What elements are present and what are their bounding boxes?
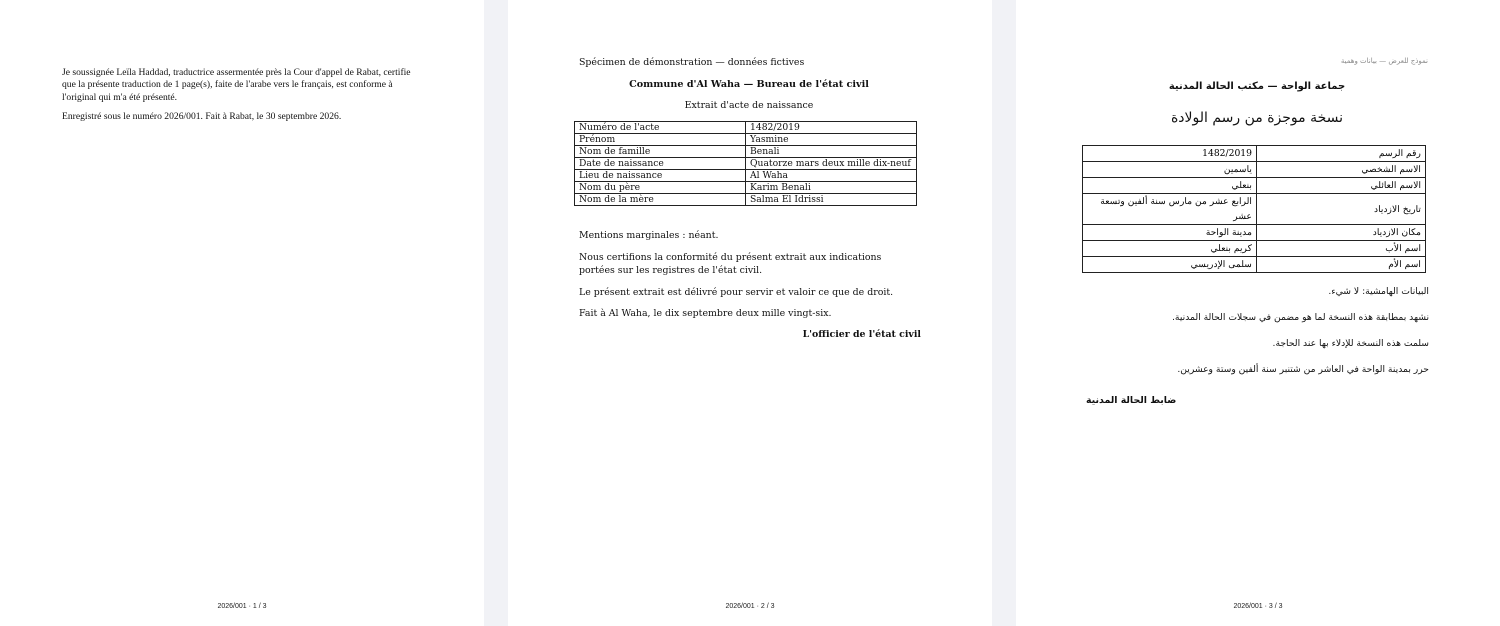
row-value: سلمى الإدريسي	[1083, 257, 1257, 273]
office-heading: جماعة الواحة — مكتب الحالة المدنية	[1168, 81, 1346, 92]
row-label: Nom du père	[575, 182, 746, 194]
table-row	[575, 158, 917, 170]
purpose-statement: Le présent extrait est délivré pour servir et valoir ce que de droit.	[579, 286, 894, 298]
row-value: 1482/2019	[1083, 146, 1257, 162]
document-body	[579, 229, 919, 329]
signature-line: L'officier de l'état civil	[802, 329, 921, 340]
table-row	[575, 146, 917, 158]
signature-line: ضابط الحالة المدنية	[1086, 395, 1177, 406]
row-label: Date de naissance	[575, 158, 746, 170]
row-value: Yasmine	[746, 134, 917, 146]
purpose-statement: سلمت هذه النسخة للإدلاء بها عند الحاجة.	[1272, 338, 1429, 349]
table-row	[575, 182, 917, 194]
row-label: Prénom	[575, 134, 746, 146]
document-title: نسخة موجزة من رسم الولادة	[1170, 110, 1344, 126]
row-value: Salma El Idrissi	[746, 194, 917, 206]
row-value: مدينة الواحة	[1083, 225, 1257, 241]
marginal-mentions: Mentions marginales : néant.	[579, 230, 719, 241]
page-3	[1016, 0, 1500, 626]
place-date-statement: حرر بمدينة الواحة في العاشر من شتنبر سنة ألفين وستة وعشرين.	[1177, 364, 1429, 375]
conformity-statement: Nous certifions la conformité du présent extrait aux indications portées sur les registres de l'état civil.	[579, 251, 882, 276]
row-label: Nom de famille	[575, 146, 746, 158]
row-label: اسم الأم	[1257, 257, 1426, 273]
row-label: Nom de la mère	[575, 194, 746, 206]
row-label: Lieu de naissance	[575, 170, 746, 182]
row-label: Numéro de l'acte	[575, 122, 746, 134]
document-title: Extrait d'acte de naissance	[684, 100, 814, 111]
page-1	[0, 0, 484, 626]
table-row	[575, 170, 917, 182]
table-row	[1083, 146, 1426, 162]
document-body	[1089, 286, 1429, 390]
table-row	[575, 134, 917, 146]
row-value: ياسمين	[1083, 162, 1257, 178]
page-footer: 2026/001 · 2 / 3	[725, 603, 775, 610]
row-value: كريم بنعلي	[1083, 241, 1257, 257]
table-row	[1083, 178, 1426, 194]
office-heading: Commune d'Al Waha — Bureau de l'état civil	[629, 79, 869, 90]
row-label: رقم الرسم	[1257, 146, 1426, 162]
specimen-notice: نموذج للعرض — بيانات وهمية	[1340, 57, 1428, 65]
page-footer: 2026/001 · 1 / 3	[217, 603, 267, 610]
row-value: 1482/2019	[746, 122, 917, 134]
place-date-statement: Fait à Al Waha, le dix septembre deux mille vingt-six.	[579, 308, 832, 319]
row-value: بنعلي	[1083, 178, 1257, 194]
row-label: اسم الأب	[1257, 241, 1426, 257]
table-row	[575, 194, 917, 206]
marginal-mentions: البيانات الهامشية: لا شيء.	[1328, 286, 1429, 297]
row-value: Karim Benali	[746, 182, 917, 194]
table-row	[575, 122, 917, 134]
row-label: تاريخ الازدياد	[1257, 194, 1426, 225]
translator-certification	[62, 67, 414, 131]
conformity-statement: نشهد بمطابقة هذه النسخة لما هو مضمن في سجلات الحالة المدنية.	[1172, 312, 1429, 323]
specimen-notice: Spécimen de démonstration — données fictives	[579, 57, 805, 68]
table-row	[1083, 194, 1426, 225]
registration-paragraph: Enregistré sous le numéro 2026/001. Fait à Rabat, le 30 septembre 2026.	[62, 111, 342, 123]
row-value: Quatorze mars deux mille dix-neuf	[746, 158, 917, 170]
page-footer: 2026/001 · 3 / 3	[1233, 603, 1283, 610]
table-row	[1083, 241, 1426, 257]
birth-record-table	[1082, 145, 1426, 273]
table-row	[1083, 225, 1426, 241]
certification-paragraph: Je soussignée Leïla Haddad, traductrice assermentée près la Cour d'appel de Rabat, certifie que la présente traduction de 1 page(s), faite de l'arabe vers le français, est conforme à l'original qui m'a été présenté.	[62, 67, 411, 103]
row-label: الاسم العائلي	[1257, 178, 1426, 194]
birth-record-table	[574, 121, 917, 206]
table-row	[1083, 257, 1426, 273]
row-label: الاسم الشخصي	[1257, 162, 1426, 178]
row-label: مكان الازدياد	[1257, 225, 1426, 241]
row-value: الرابع عشر من مارس سنة ألفين وتسعة عشر	[1083, 194, 1257, 225]
table-row	[1083, 162, 1426, 178]
page-2	[508, 0, 992, 626]
row-value: Benali	[746, 146, 917, 158]
row-value: Al Waha	[746, 170, 917, 182]
